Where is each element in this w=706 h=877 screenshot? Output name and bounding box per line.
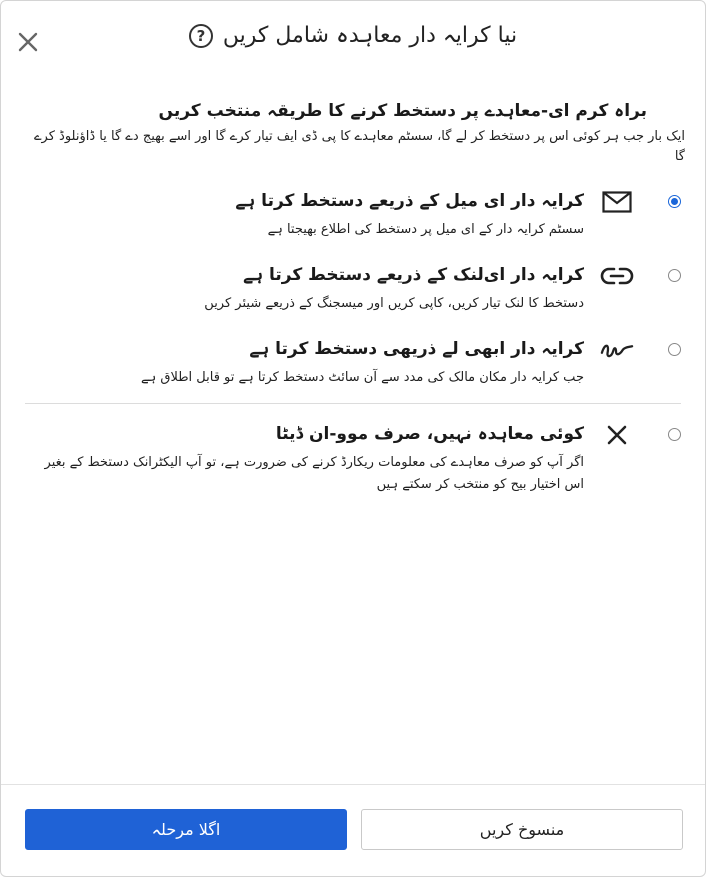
option-onsite-radio[interactable] [668,343,681,356]
option-no-agreement-radio[interactable] [668,428,681,441]
option-link-radio[interactable] [668,269,681,282]
signature-icon [600,335,634,365]
option-email-title: کرایہ دار ای میل کے ذریعے دستخط کرتا ہے [235,191,584,211]
option-link-title: کرایہ دار ای‌لنک کے ذریعے دستخط کرتا ہے [243,265,584,285]
option-no-agreement-title: کوئی معاہدہ نہیں، صرف موو-ان ڈیٹا [275,424,584,444]
envelope-icon [600,187,634,217]
next-step-button[interactable]: اگلا مرحلہ [25,809,347,850]
link-icon [600,261,634,291]
cancel-button[interactable]: منسوخ کریں [361,809,683,850]
option-onsite-title: کرایہ دار ابھی لے ذریھی دستخط کرتا ہے [249,339,584,359]
options-divider [25,403,681,404]
option-link-sign[interactable] [25,261,681,315]
help-icon[interactable]: ? [189,24,213,48]
option-email-description: سسٹم کرایہ دار کے ای میل پر دستخط کی اطلاع بھیجتا ہے [267,222,584,237]
prompt-title: براہ کرم ای-معاہدے پر دستخط کرنے کا طریقہ منتخب کریں [158,101,647,121]
option-email-sign[interactable] [25,187,681,241]
prompt-description: ایک بار جب ہر کوئی اس پر دستخط کر لے گا، سسٹم معاہدے کا پی ڈی ایف تیار کرے گا اور اسے بھیج دے گا یا ڈاؤنلوڈ کرے گا [33,129,685,164]
dialog-title: نیا کرایہ دار معاہدہ شامل کریں [222,23,518,48]
dialog-footer [1,784,705,876]
option-email-radio[interactable] [668,195,681,208]
option-link-description: دستخط کا لنک تیار کریں، کاپی کریں اور میسجنگ کے ذریعے شیئر کریں [204,296,584,311]
dialog-header [1,1,705,77]
option-no-agreement-description: اگر آپ کو صرف معاہدے کی معلومات ریکارڈ کرنے کی ضرورت ہے، تو آپ الیکٹرانک دستخط کے بغیر اس اختیار بیح کو منتخب کر سکتے ہیں [44,455,584,492]
option-no-agreement[interactable] [25,420,681,496]
option-onsite-description: جب کرایہ دار مکان مالک کی مدد سے آن سائٹ دستخط کرتا ہے تو قابل اطلاق ہے [140,370,584,385]
option-onsite-sign[interactable] [25,335,681,389]
x-icon [600,420,634,450]
dialog-content [25,99,685,496]
